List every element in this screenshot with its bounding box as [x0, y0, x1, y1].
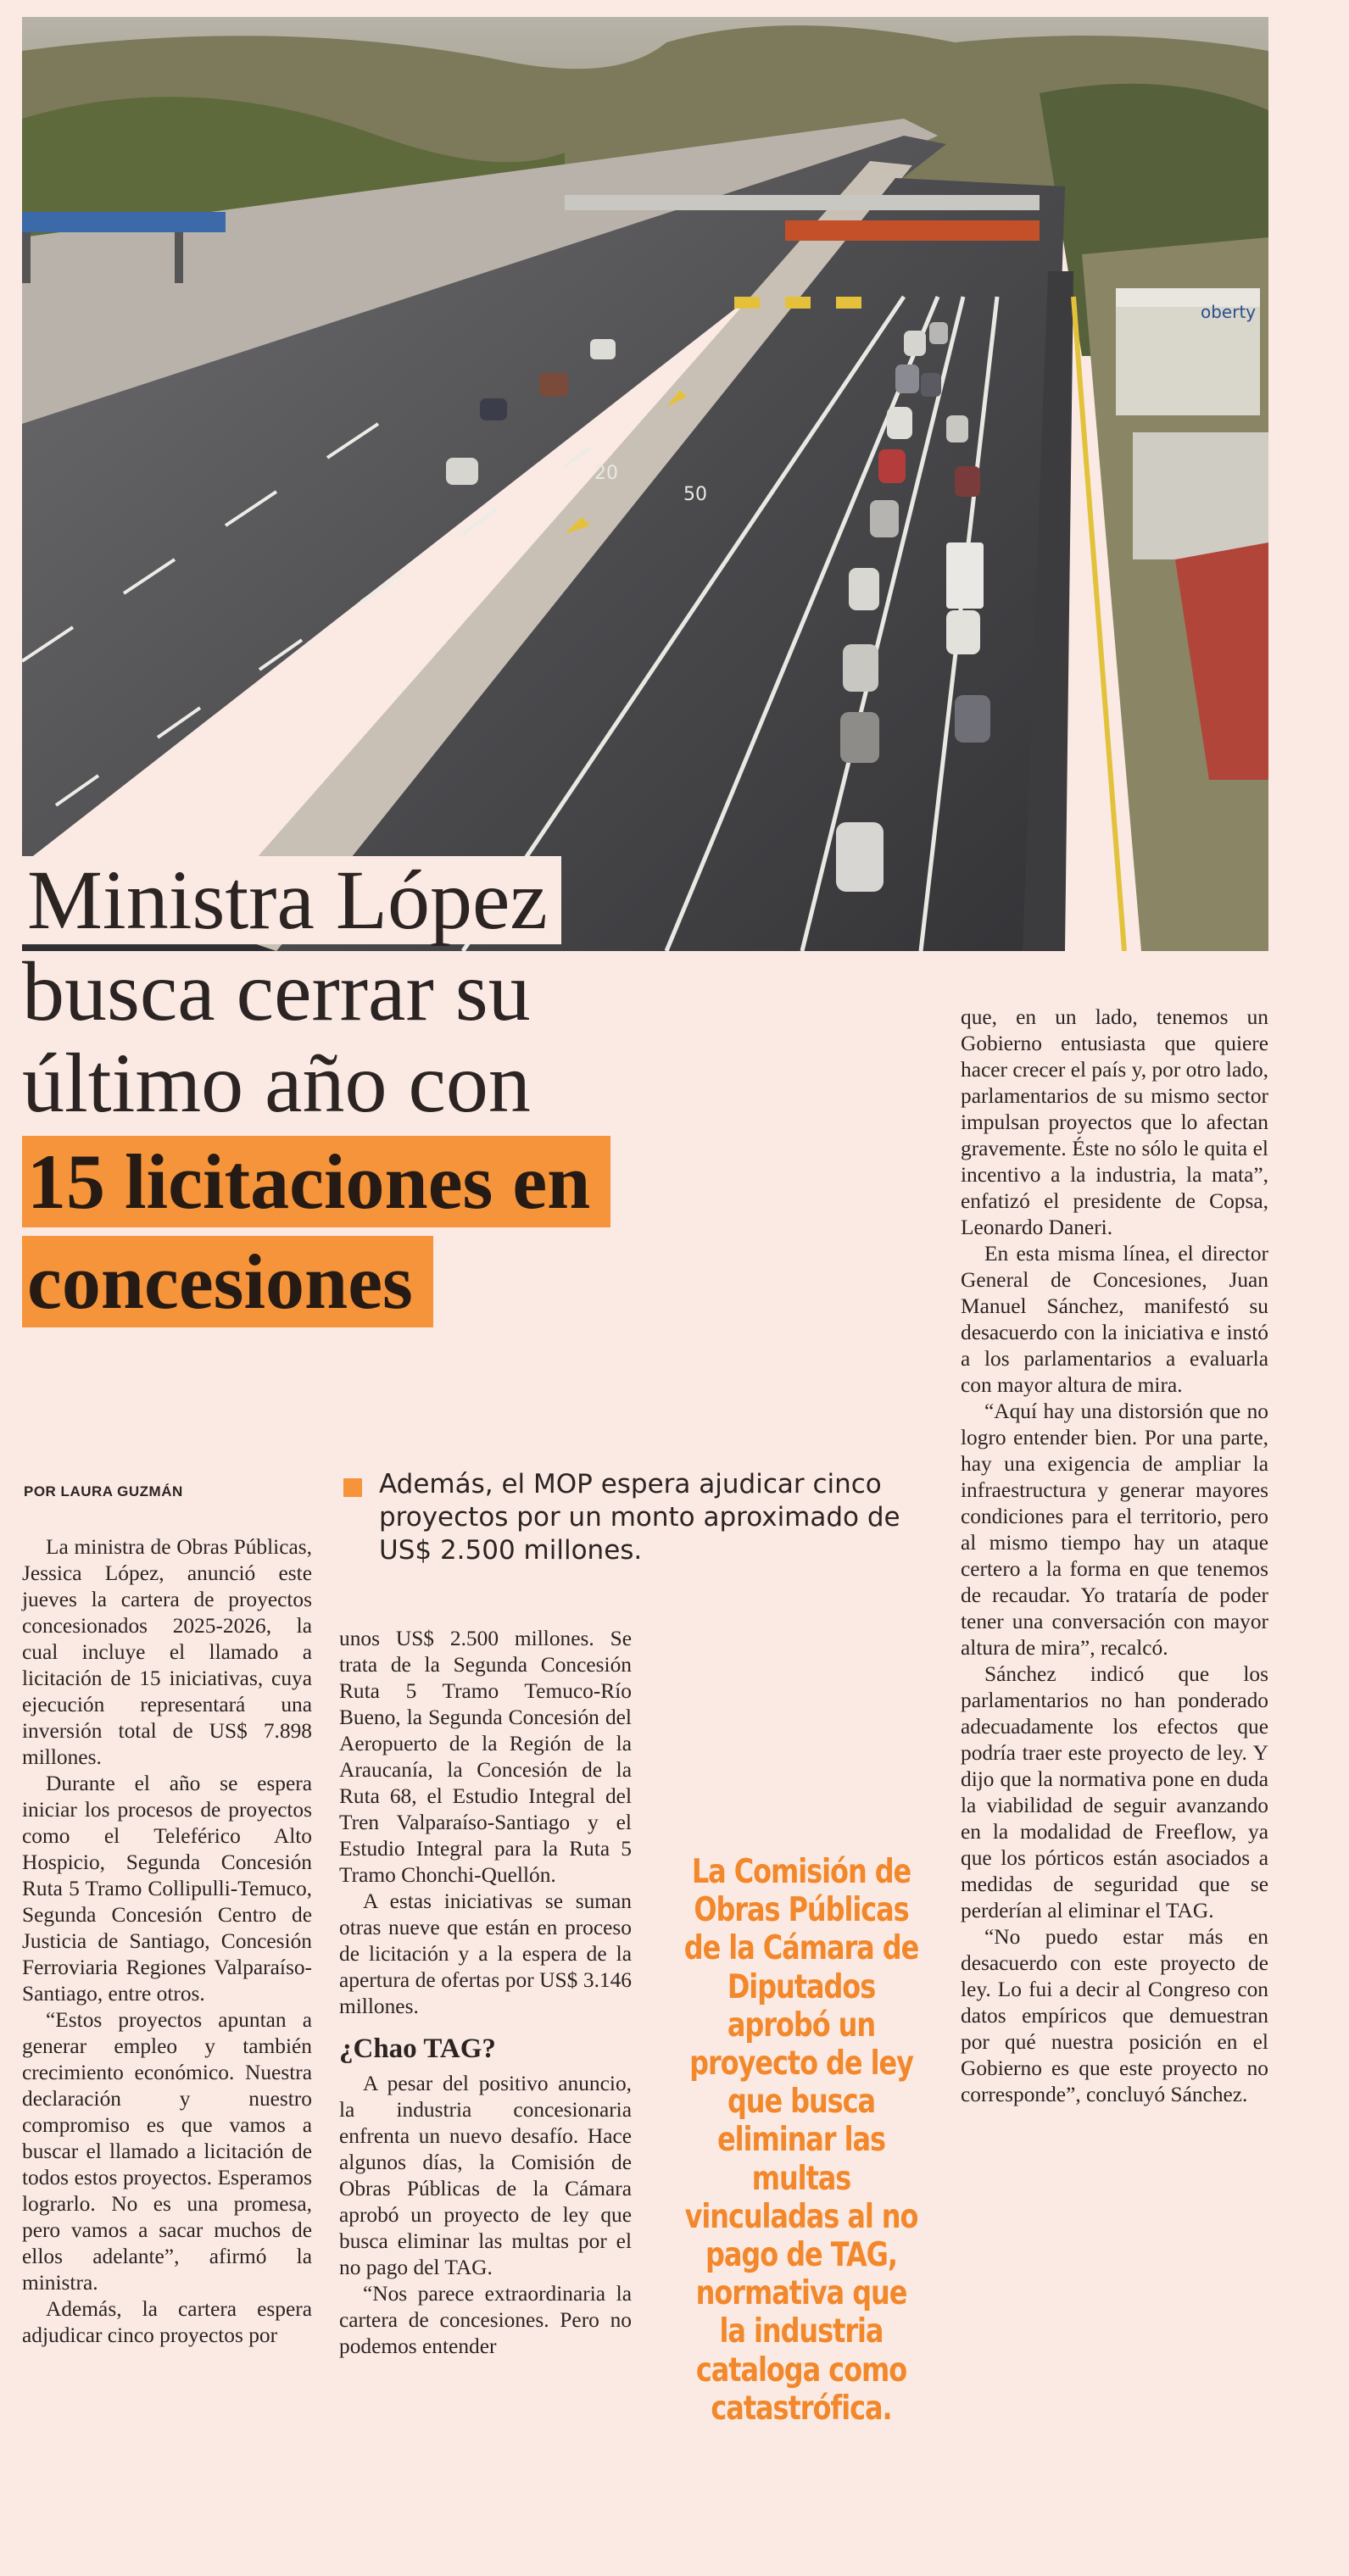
body-column-1	[22, 1534, 312, 2349]
photo-illustration	[22, 17, 1268, 951]
road-marking-20: 20	[594, 463, 618, 484]
paragraph: La ministra de Obras Públicas, Jessica López, anunció este jueves la cartera de proyectos concesionados 2025-2026, la cual incluye el llamado a licitación de 15 iniciativas, cuya ejecución representará una inversión total de US$ 7.898 millones.	[22, 1535, 312, 1769]
paragraph: En esta misma línea, el director General de Concesiones, Juan Manuel Sánchez, manifestó su desacuerdo con la iniciativa e instó a los parlamentarios a evaluarla con mayor altura de mira.	[961, 1242, 1268, 1397]
deck	[343, 1468, 954, 1567]
body-column-3	[961, 1004, 1268, 2108]
paragraph: Además, la cartera espera adjudicar cinco proyectos por	[22, 2297, 312, 2347]
paragraph: A pesar del positivo anuncio, la industria concesionaria enfrenta un nuevo desafío. Hace algunos días, la Comisión de Obras Públicas de la Cámara aprobó un proyecto de ley que busca eliminar las multas por el no pago del TAG.	[339, 2072, 632, 2279]
paragraph: Sánchez indicó que los parlamentarios no han ponderado adecuadamente los efectos que podría traer este proyecto de ley. Y dijo que la normativa pone en duda la viabilidad de seguir avanzando en la modalidad de Freeflow, ya que los pórticos están asociados a medidas de seguridad que se perderían al eliminar el TAG.	[961, 1662, 1268, 1922]
byline: POR LAURA GUZMÁN	[24, 1483, 183, 1499]
headline-line-2: busca cerrar su	[22, 944, 531, 1038]
highway-toll-plaza-photo	[22, 17, 1268, 951]
paragraph: que, en un lado, tenemos un Gobierno entusiasta que quiere hacer crecer el país y, por otro lado, parlamentarios de su mismo sector impulsan proyectos que lo afectan gravemente. Éste no sólo le quita el incentivo a la industria, la mata”, enfatizó el presidente de Copsa, Leonardo Daneri.	[961, 1005, 1268, 1239]
paragraph: unos US$ 2.500 millones. Se trata de la Segunda Concesión Ruta 5 Tramo Temuco-Río Bueno, la Segunda Concesión del Aeropuerto de la Región de la Araucanía, la Concesión de la Ruta 68, el Estudio Integral del Tren Valparaíso-Santiago y el Estudio Integral para la Ruta 5 Tramo Chonchi-Quellón.	[339, 1627, 632, 1887]
headline-line-3: último año con	[22, 1036, 531, 1130]
headline-highlight-line-5: concesiones	[22, 1236, 433, 1327]
pull-quote: La Comisión de Obras Públicas de la Cámara de Diputados aprobó un proyecto de ley que busca eliminar las multas vinculadas al no pago de TAG, normativa que la industria cataloga como catastrófica.	[683, 1853, 919, 2428]
paragraph: “No puedo estar más en desacuerdo con este proyecto de ley. Lo fui a decir al Congreso con datos empíricos que demuestran por qué nuestra posición en el Gobierno es que este proyecto no corresponde”, concluyó Sánchez.	[961, 1925, 1268, 2106]
headline	[22, 853, 963, 1327]
headline-highlight-line-4: 15 licitaciones en	[22, 1136, 610, 1227]
body-column-2	[339, 1626, 632, 2360]
deck-bullet-square	[343, 1478, 362, 1497]
paragraph: Durante el año se espera iniciar los procesos de proyectos como el Teleférico Alto Hospicio, Segunda Concesión Ruta 5 Tramo Collipulli-Temuco, Segunda Concesión Centro de Justicia de Santiago, Concesión Ferroviaria Regiones Valparaíso-Santiago, entre otros.	[22, 1772, 312, 2006]
headline-line-1: Ministra López	[22, 856, 561, 944]
road-marking-50: 50	[683, 484, 707, 505]
paragraph: “Aquí hay una distorsión que no logro entender bien. Por una parte, hay una exigencia de ampliar la infraestructura y generar mayores condiciones para el territorio, pero al mismo tiempo hay un ataque certero a la forma en que tenemos de recaudar. Yo trataría de poder tener una conversación con mayor altura de mira”, recalcó.	[961, 1399, 1268, 1660]
deck-text: Además, el MOP espera ajudicar cinco proyectos por un monto aproximado de US$ 2.500 millones.	[379, 1469, 900, 1566]
paragraph: “Nos parece extraordinaria la cartera de concesiones. Pero no podemos entender	[339, 2282, 632, 2358]
paragraph: A estas iniciativas se suman otras nueve que están en proceso de licitación y a la espera de la apertura de ofertas por US$ 3.146 millones.	[339, 1889, 632, 2018]
paragraph: “Estos proyectos apuntan a generar empleo y también crecimiento económico. Nuestra declaración y nuestro compromiso es que vamos a buscar el llamado a licitación de todos estos proyectos. Esperamos lograrlo. No es una promesa, pero vamos a sacar muchos de ellos adelante”, afirmó la ministra.	[22, 2008, 312, 2295]
building-sign: oberty	[1201, 302, 1257, 322]
subhead: ¿Chao TAG?	[339, 2034, 496, 2064]
